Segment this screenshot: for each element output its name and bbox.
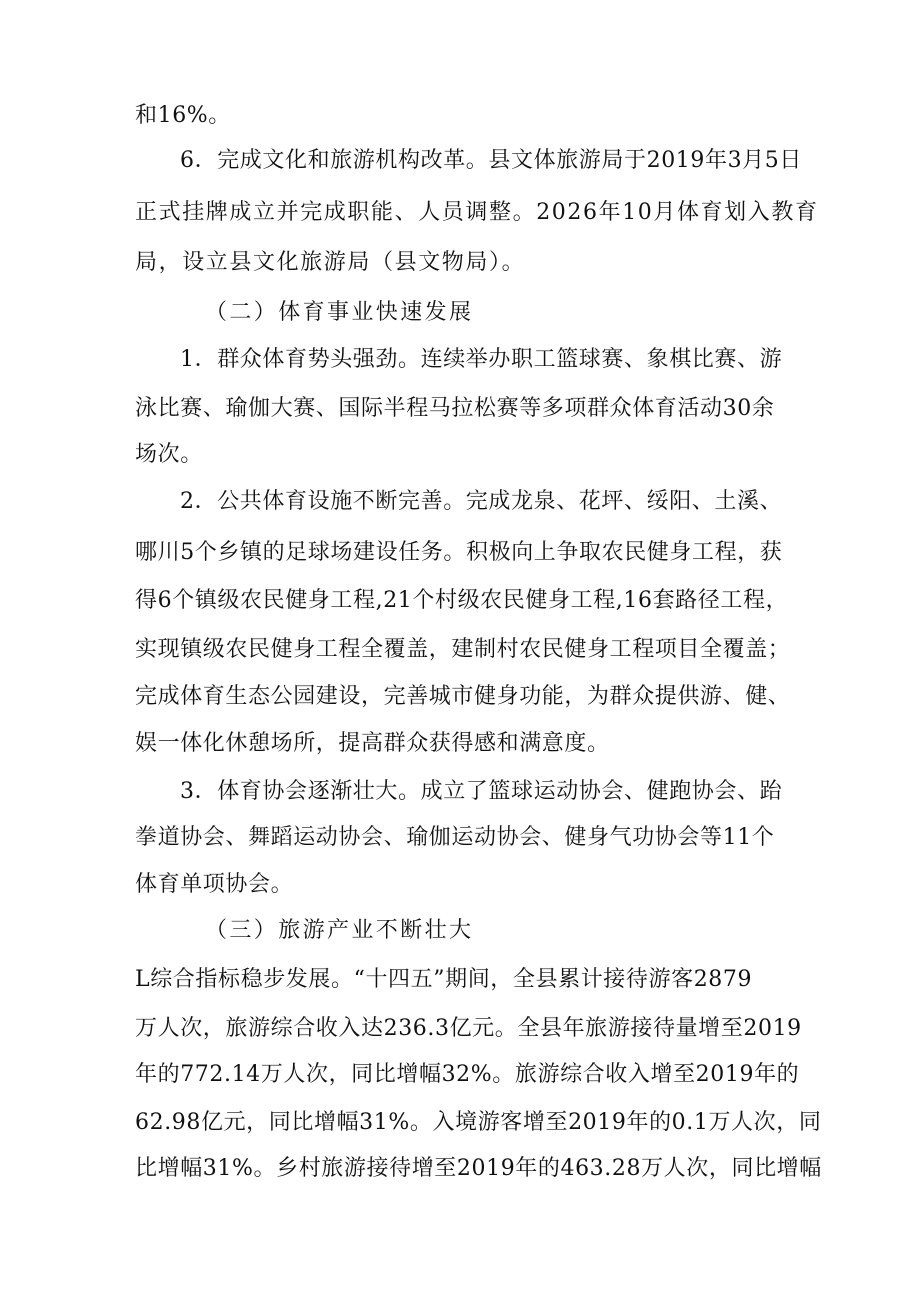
paragraph-line: 正式挂牌成立并完成职能、人员调整。2026年10月体育划入教育 [135,200,819,225]
paragraph-line: 哪川5个乡镇的足球场建设任务。积极向上争取农民健身工程，获 [135,540,783,565]
section-heading: （三）旅游产业不断壮大 [205,918,474,943]
paragraph-line: 得6个镇级农民健身工程,21个村级农民健身工程,16套路径工程， [135,588,789,613]
paragraph-line: 和16%。 [135,103,231,128]
section-heading: （二）体育事业快速发展 [205,300,474,325]
paragraph-line: 6．完成文化和旅游机构改革。县文体旅游局于2019年3月5日 [180,148,802,173]
paragraph-line: 场次。 [135,442,203,467]
paragraph-line: L综合指标稳步发展。“十四五”期间，全县累计接待游客2879 [135,967,753,992]
paragraph-line: 比增幅31%。乡村旅游接待增至2019年的463.28万人次，同比增幅 [135,1156,822,1181]
paragraph-line: 62.98亿元，同比增幅31%。入境游客增至2019年的0.1万人次，同 [135,1110,822,1135]
paragraph-line: 2．公共体育设施不断完善。完成龙泉、花坪、绥阳、土溪、 [180,489,783,514]
paragraph-line: 3．体育协会逐渐壮大。成立了篮球运动协会、健跑协会、跆 [180,779,783,804]
paragraph-line: 拳道协会、舞蹈运动协会、瑜伽运动协会、健身气功协会等11个 [135,825,775,850]
paragraph-line: 娱一体化休憩场所，提高群众获得感和满意度。 [135,731,610,756]
paragraph-line: 万人次，旅游综合收入达236.3亿元。全县年旅游接待量增至2019 [135,1016,802,1041]
paragraph-line: 完成体育生态公园建设，完善城市健身功能，为群众提供游、健、 [135,684,791,709]
paragraph-line: 泳比赛、瑜伽大赛、国际半程马拉松赛等多项群众体育活动30余 [135,396,775,421]
paragraph-line: 局，设立县文化旅游局（县文物局）。 [135,250,526,275]
paragraph-line: 年的772.14万人次，同比增幅32%。旅游综合收入增至2019年的 [135,1062,800,1087]
paragraph-line: 体育单项协会。 [135,872,294,897]
paragraph-line: 实现镇级农民健身工程全覆盖，建制村农民健身工程项目全覆盖； [135,637,791,662]
paragraph-line: 1．群众体育势头强劲。连续举办职工篮球赛、象棋比赛、游 [180,347,783,372]
